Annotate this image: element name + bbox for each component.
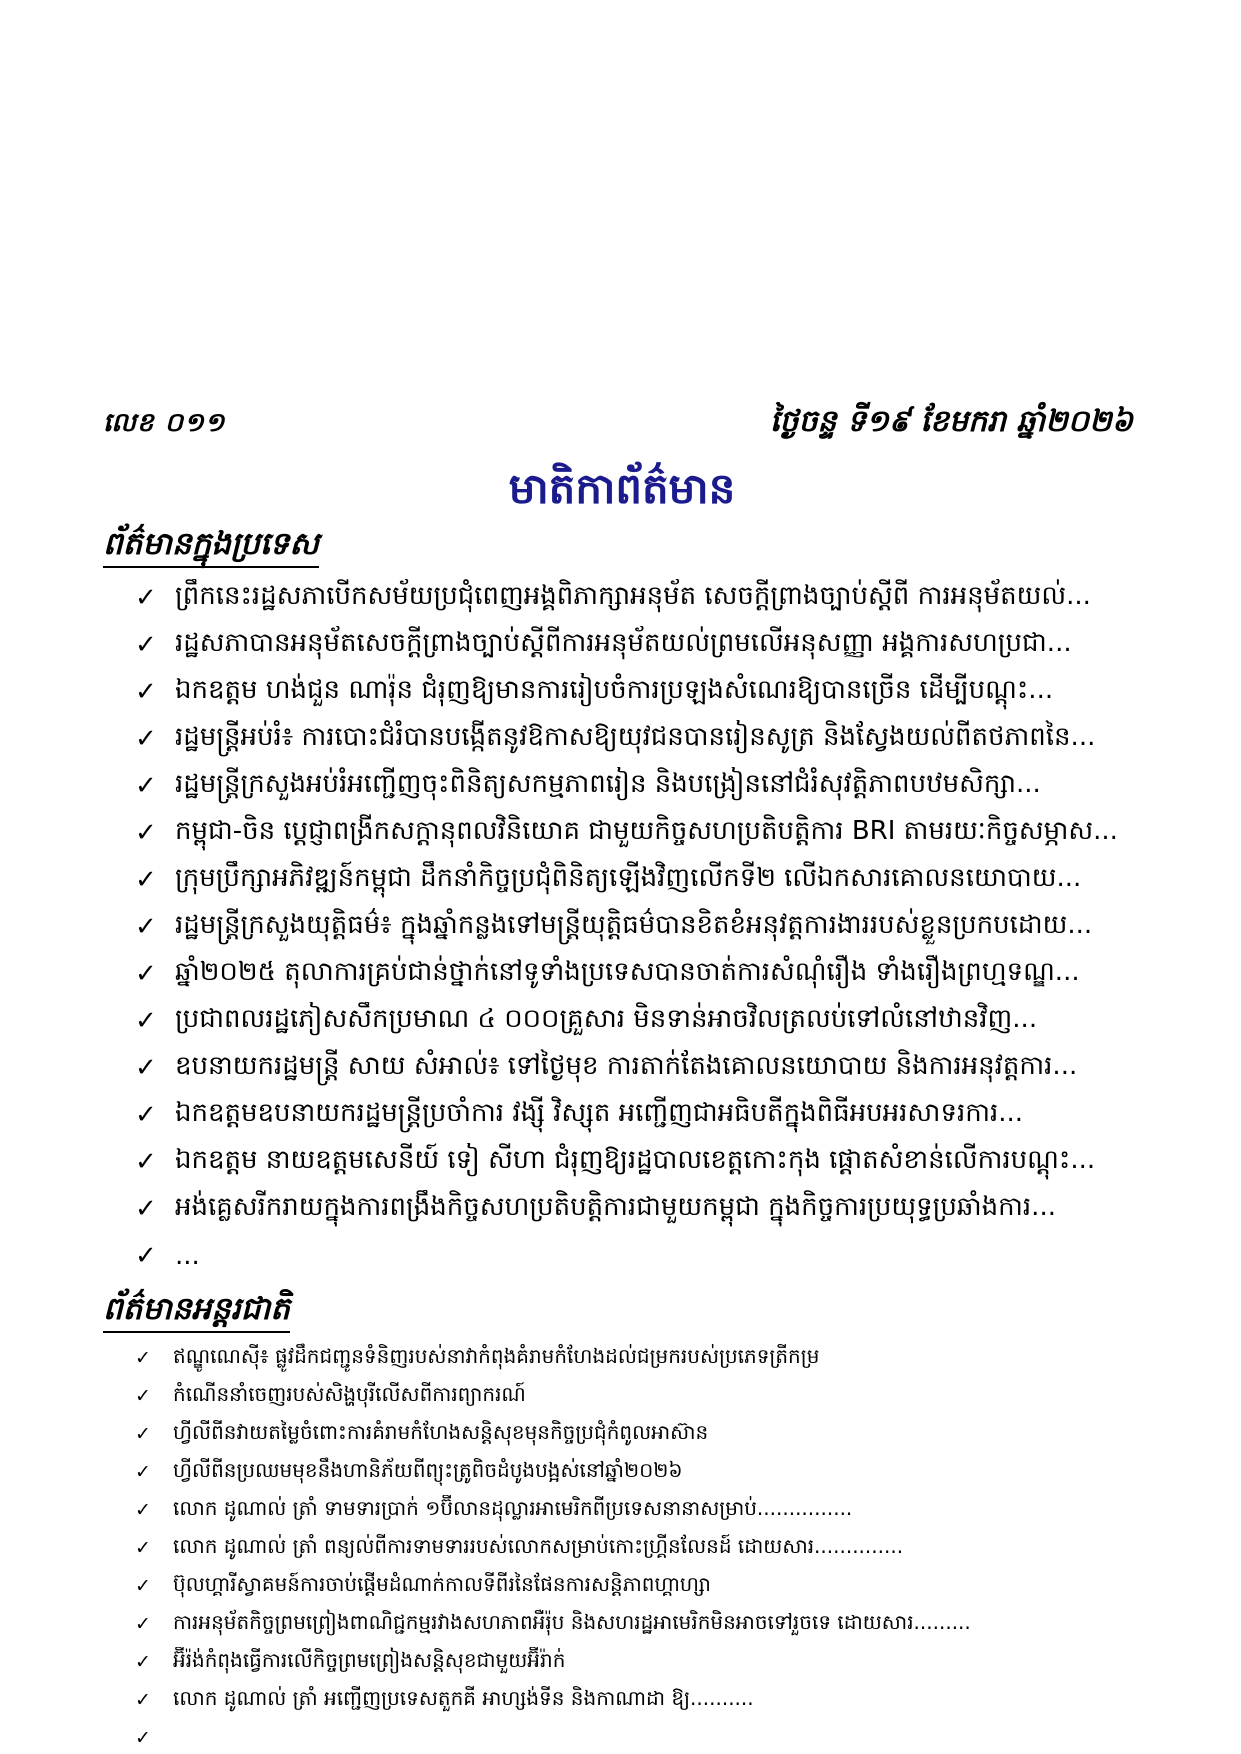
news-list-item bbox=[135, 1044, 1141, 1091]
check-icon: ✓ bbox=[135, 723, 157, 754]
check-icon: ✓ bbox=[135, 1613, 151, 1635]
check-icon: ✓ bbox=[135, 1423, 151, 1445]
news-list-item bbox=[135, 1719, 1141, 1754]
news-item-text: ... bbox=[175, 1240, 200, 1271]
news-item-text: អ៊ីរ៉ង់កំពុងធ្វើការលើកិច្ចព្រមព្រៀងសន្តិសុខជាមួយអ៊ីរ៉ាក់ bbox=[173, 1648, 566, 1672]
page-title: មាតិកាព័ត៌មាន bbox=[508, 464, 736, 513]
news-item-text: រដ្ឋមន្រ្តីក្រសួងអប់រំអញ្ជើញចុះពិនិត្យសកម្មភាពរៀន និងបង្រៀននៅជំរំសុវត្តិភាពបឋមសិក្សា... bbox=[175, 768, 1041, 799]
check-icon: ✓ bbox=[135, 1099, 157, 1130]
check-icon: ✓ bbox=[135, 1575, 151, 1597]
news-list-item bbox=[135, 762, 1141, 809]
international-news-list bbox=[103, 1339, 1141, 1754]
news-item-text: ប៊ុលហ្គារីស្វាគមន៍ការចាប់ផ្តើមដំណាក់កាលទីពីរនៃផែនការសន្តិភាពហ្គាហ្សា bbox=[173, 1572, 711, 1596]
news-item-text: ឆ្នាំ២០២៥ តុលាការគ្រប់ជាន់ថ្នាក់នៅទូទាំងប្រទេសបានចាត់ការសំណុំរឿង ទាំងរឿងព្រហ្មទណ្ឌ... bbox=[175, 956, 1080, 987]
news-list-item bbox=[135, 1491, 1141, 1529]
news-list-item bbox=[135, 1681, 1141, 1719]
news-item-text: លោក ដូណាល់ ត្រាំ ទាមទារប្រាក់ ១ប៊ីលានដុល្លារអាមេរិកពីប្រទេសនានាសម្រាប់............... bbox=[173, 1496, 853, 1520]
document-header bbox=[103, 402, 1141, 450]
news-list-item bbox=[135, 1567, 1141, 1605]
check-icon: ✓ bbox=[135, 1385, 151, 1407]
news-list-item bbox=[135, 1185, 1141, 1232]
check-icon: ✓ bbox=[135, 1461, 151, 1483]
news-list-item bbox=[135, 1138, 1141, 1185]
news-list-item bbox=[135, 903, 1141, 950]
check-icon: ✓ bbox=[135, 1499, 151, 1521]
news-list-item bbox=[135, 1453, 1141, 1491]
news-list-item bbox=[135, 1529, 1141, 1567]
news-item-text: រដ្ឋសភាបានអនុម័តសេចក្តីព្រាងច្បាប់ស្តីពីការអនុម័តយល់ព្រមលើអនុសញ្ញា អង្គការសហប្រជា... bbox=[175, 627, 1072, 658]
news-list-item bbox=[135, 715, 1141, 762]
news-item-text: អង់គ្លេសរីករាយក្នុងការពង្រឹងកិច្ចសហប្រតិបត្តិការជាមួយកម្ពុជា ក្នុងកិច្ចការប្រយុទ្ធប្រឆាំងការ... bbox=[175, 1191, 1056, 1222]
section-heading-domestic: ព័ត៌មានក្នុងប្រទេស bbox=[103, 524, 319, 568]
check-icon: ✓ bbox=[135, 1689, 151, 1711]
news-item-text: លោក ដូណាល់ ត្រាំ អញ្ជើញប្រទេសតួកគី អាហ្សង់ទីន និងកាណាដា ឱ្យ.......... bbox=[173, 1686, 754, 1710]
check-icon: ✓ bbox=[135, 1727, 151, 1749]
check-icon: ✓ bbox=[135, 1146, 157, 1177]
check-icon: ✓ bbox=[135, 1005, 157, 1036]
news-list-item bbox=[135, 621, 1141, 668]
news-item-text: ហ្វីលីពីនវាយតម្លៃចំពោះការគំរាមកំហែងសន្តិសុខមុនកិច្ចប្រជុំកំពូលអាស៊ាន bbox=[173, 1420, 709, 1444]
news-item-text: ហ្វីលីពីនប្រឈមមុខនឹងហានិភ័យពីព្យុះត្រូពិចដំបូងបង្អស់នៅឆ្នាំ២០២៦ bbox=[173, 1458, 683, 1482]
news-list-item bbox=[135, 950, 1141, 997]
news-item-text: ឧបនាយករដ្ឋមន្រ្តី សាយ សំអាល់៖ ទៅថ្ងៃមុខ ការតាក់តែងគោលនយោបាយ និងការអនុវត្តការ... bbox=[175, 1050, 1078, 1081]
check-icon: ✓ bbox=[135, 1052, 157, 1083]
news-list-item bbox=[135, 1339, 1141, 1377]
domestic-news-list bbox=[103, 574, 1141, 1279]
news-item-text: ឯកឧត្តម ហង់ជួន ណារ៉ុន ជំរុញឱ្យមានការរៀបចំការប្រឡងសំណេរឱ្យបានច្រើន ដើម្បីបណ្តុះ... bbox=[175, 674, 1054, 705]
news-list-item bbox=[135, 574, 1141, 621]
news-list-item bbox=[135, 1091, 1141, 1138]
news-item-text: ប្រជាពលរដ្ឋភៀសសឹកប្រមាណ ៤ ០០០គ្រួសារ មិនទាន់អាចវិលត្រលប់ទៅលំនៅឋានវិញ... bbox=[175, 1003, 1038, 1034]
news-item-text: ការអនុម័តកិច្ចព្រមព្រៀងពាណិជ្ជកម្មរវាងសហភាពអឺរ៉ុប និងសហរដ្ឋអាមេរិកមិនអាចទៅរួចទេ ដោយសារ......... bbox=[173, 1610, 971, 1634]
news-item-text: ឥណ្ឌូណេស៊ី៖ ផ្លូវដឹកជញ្ជូនទំនិញរបស់នាវាកំពុងគំរាមកំហែងដល់ជម្រករបស់ប្រភេទត្រីកម្រ bbox=[173, 1344, 820, 1368]
news-list-item bbox=[135, 668, 1141, 715]
news-item-text: លោក ដូណាល់ ត្រាំ ពន្យល់ពីការទាមទាររបស់លោកសម្រាប់កោះហ្គ្រីនលែនដ៍ ដោយសារ.............. bbox=[173, 1534, 904, 1558]
news-list-item bbox=[135, 1605, 1141, 1643]
section-domestic bbox=[103, 520, 1141, 1279]
check-icon: ✓ bbox=[135, 1651, 151, 1673]
check-icon: ✓ bbox=[135, 770, 157, 801]
check-icon: ✓ bbox=[135, 582, 157, 613]
news-list-item bbox=[135, 1643, 1141, 1681]
news-item-text: ឯកឧត្តមឧបនាយករដ្ឋមន្រ្តីប្រចាំការ វង្ស៊ី វិស្សុត អញ្ជើញជាអធិបតីក្នុងពិធីអបអរសាទរការ... bbox=[175, 1097, 1023, 1128]
news-list-item bbox=[135, 1377, 1141, 1415]
check-icon: ✓ bbox=[135, 1240, 157, 1271]
check-icon: ✓ bbox=[135, 676, 157, 707]
news-item-text: កម្ពុជា-ចិន ប្តេជ្ញាពង្រីកសក្តានុពលវិនិយោគ ជាមួយកិច្ចសហប្រតិបត្តិការ BRI តាមរយៈកិច្ចសម្ភាស... bbox=[175, 815, 1118, 846]
news-item-text: ព្រឹកនេះរដ្ឋសភាបើកសម័យប្រជុំពេញអង្គពិភាក្សាអនុម័ត សេចក្តីព្រាងច្បាប់ស្តីពី ការអនុម័តយល់... bbox=[175, 580, 1091, 611]
news-item-text: ឯកឧត្តម នាយឧត្តមសេនីយ៍ ទៀ សីហា ជំរុញឱ្យរដ្ឋបាលខេត្តកោះកុង ផ្តោតសំខាន់លើការបណ្តុះ... bbox=[175, 1144, 1096, 1175]
check-icon: ✓ bbox=[135, 817, 157, 848]
issue-number: លេខ ០១១ bbox=[103, 408, 226, 438]
check-icon: ✓ bbox=[135, 1347, 151, 1369]
check-icon: ✓ bbox=[135, 911, 157, 942]
check-icon: ✓ bbox=[135, 1193, 157, 1224]
news-list-item bbox=[135, 809, 1141, 856]
check-icon: ✓ bbox=[135, 629, 157, 660]
news-list-item bbox=[135, 997, 1141, 1044]
check-icon: ✓ bbox=[135, 1537, 151, 1559]
news-list-item bbox=[135, 1232, 1141, 1279]
section-international bbox=[103, 1285, 1141, 1754]
news-item-text: រដ្ឋមន្រ្តីអប់រំ៖ ការបោះជំរំបានបង្កើតនូវឱកាសឱ្យយុវជនបានរៀនសូត្រ និងស្វែងយល់ពីតថភាពនៃ... bbox=[175, 721, 1096, 752]
news-item-text: ក្រុមប្រឹក្សាអភិវឌ្ឍន៍កម្ពុជា ដឹកនាំកិច្ចប្រជុំពិនិត្យឡើងវិញលើកទី២ លើឯកសារគោលនយោបាយ... bbox=[175, 862, 1082, 893]
news-item-text: រដ្ឋមន្រ្តីក្រសួងយុត្តិធម៌៖ ក្នុងឆ្នាំកន្លងទៅមន្រ្តីយុត្តិធម៌បានខិតខំអនុវត្តការងាររបស់ខ្លួនប្រកបដោយ... bbox=[175, 909, 1093, 940]
document-date: ថ្ងៃចន្ទ ទី១៩ ខែមករា ឆ្នាំ២០២៦ bbox=[769, 404, 1133, 439]
news-list-item bbox=[135, 1415, 1141, 1453]
news-item-text: កំណើននាំចេញរបស់សិង្ហបុរីលើសពីការព្យាករណ៍ bbox=[173, 1382, 526, 1406]
section-heading-international: ព័ត៌មានអន្តរជាតិ bbox=[103, 1289, 290, 1333]
check-icon: ✓ bbox=[135, 958, 157, 989]
check-icon: ✓ bbox=[135, 864, 157, 895]
news-list-item bbox=[135, 856, 1141, 903]
